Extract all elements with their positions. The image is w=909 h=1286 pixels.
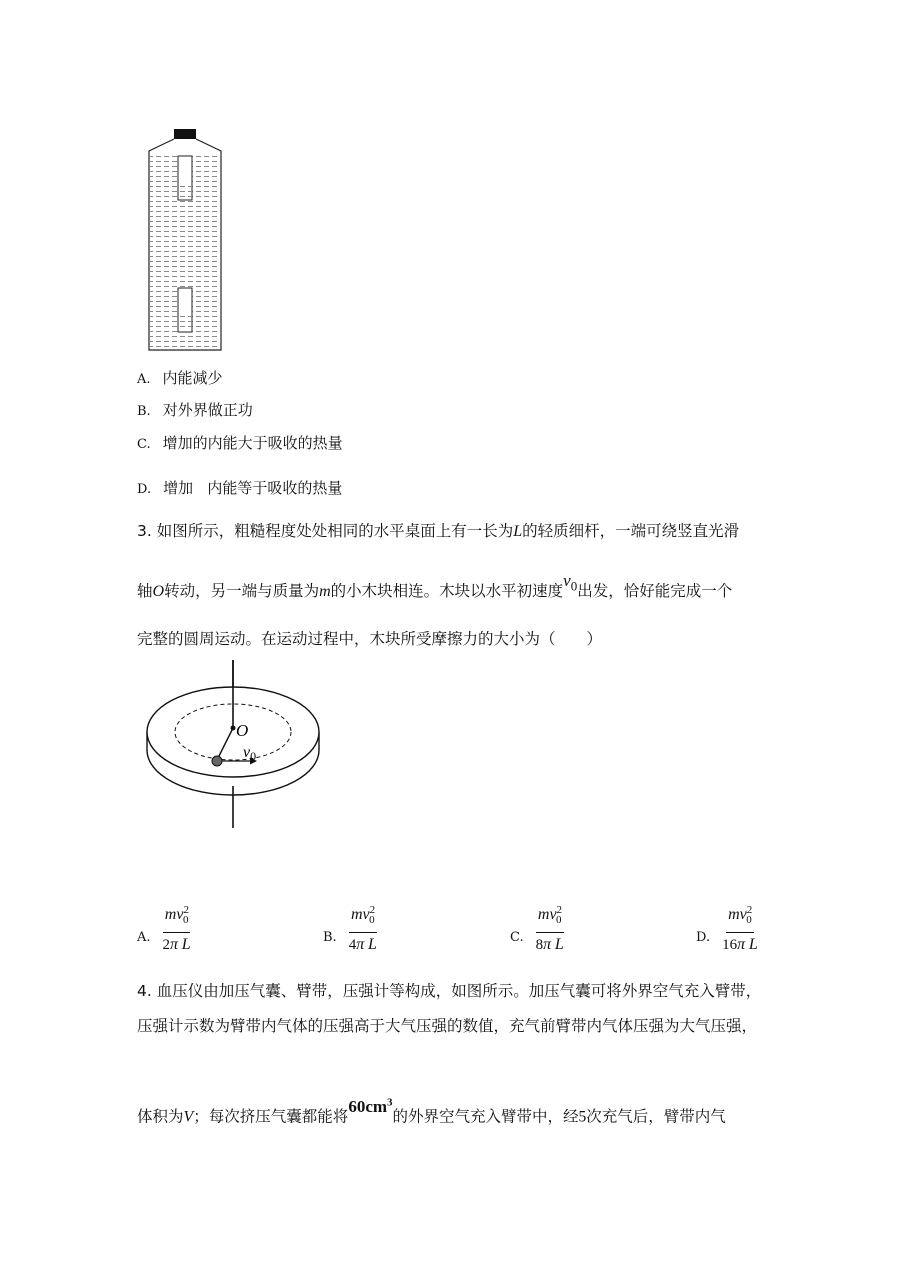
container-cap — [174, 129, 196, 139]
q4-line-1: 4. 血压仪由加压气囊、臂带，压强计等构成，如图所示。加压气囊可将外界空气充入臂带， — [137, 982, 762, 1000]
option-text: 增加的内能大于吸收的热量 — [162, 434, 343, 452]
var-O: O — [152, 583, 165, 600]
q2-option-a[interactable] — [137, 368, 223, 390]
var-v0: $v_0$ — [563, 571, 578, 594]
formula: $\frac{mv^2_0}{\text{2π L}}$ — [163, 900, 191, 955]
q4-line-2: 压强计示数为臂带内气体的压强高于大气压强的数值，充气前臂带内气体压强为大气压强， — [137, 1017, 758, 1035]
formula: $\frac{mv^2_0}{\text{4π L}}$ — [349, 900, 377, 955]
volume-value: $60cm^3$ — [348, 1096, 393, 1116]
q2-option-d[interactable] — [137, 478, 342, 500]
disk-figure — [140, 660, 340, 835]
var-V: V — [183, 1108, 194, 1126]
q3-line-3: 完整的圆周运动。在运动过程中，木块所受摩擦力的大小为（ ） — [137, 630, 603, 648]
var-L: L — [513, 523, 523, 540]
option-text: 增加 内能等于吸收的热量 — [163, 479, 343, 497]
option-label: B. — [323, 929, 337, 945]
q3-line-1: 3. 如图所示，粗糙程度处处相同的水平桌面上有一长为L的轻质细杆，一端可绕竖直光滑 — [137, 522, 740, 540]
option-label: B. — [137, 404, 151, 419]
q3-option-c[interactable] — [510, 900, 564, 955]
option-label: C. — [137, 437, 151, 452]
velocity-label: v0 — [243, 744, 257, 763]
option-label: A. — [137, 929, 151, 945]
q2-option-b[interactable] — [137, 400, 253, 422]
pivot-label: O — [236, 721, 249, 740]
q3-option-a[interactable] — [137, 900, 191, 955]
q3-option-d[interactable] — [696, 900, 758, 955]
q2-option-c[interactable] — [137, 433, 343, 455]
formula: $\frac{mv^2_0}{\text{16π L}}$ — [722, 900, 758, 955]
q3-option-b[interactable] — [323, 900, 377, 955]
option-label: D. — [137, 482, 152, 497]
option-label: D. — [696, 929, 711, 945]
var-m: m — [319, 583, 331, 600]
option-text: 内能减少 — [162, 369, 223, 387]
option-label: C. — [510, 929, 524, 945]
container-figure — [140, 124, 230, 356]
option-label: A. — [137, 372, 151, 387]
q3-line-2: 轴O转动，另一端与质量为m的小木块相连。木块以水平初速度$v_0$出发，恰好能完成一个 — [137, 571, 733, 600]
formula: $\frac{mv^2_0}{\text{8π L}}$ — [536, 900, 564, 955]
wood-block — [212, 756, 222, 766]
option-text: 对外界做正功 — [162, 401, 253, 419]
q4-line-3: 体积为V；每次挤压气囊都能将$60cm^3$的外界空气充入臂带中，经5次充气后，臂带内气 — [137, 1096, 726, 1126]
